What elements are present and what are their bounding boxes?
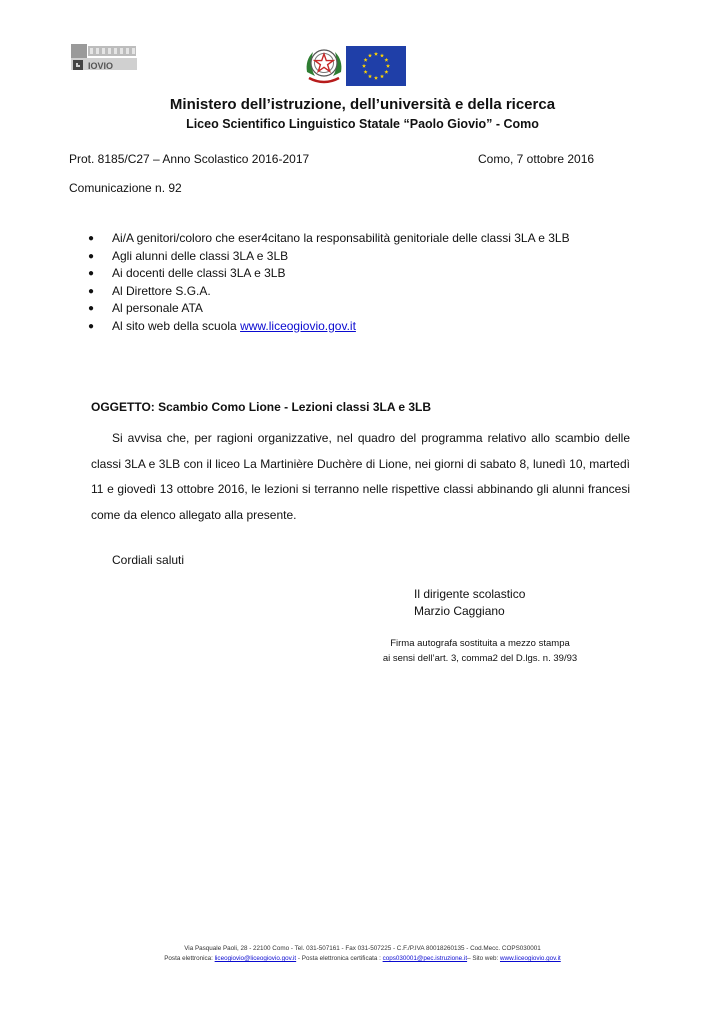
signer-name: Marzio Caggiano <box>414 604 505 618</box>
bullet-icon: ● <box>88 285 95 297</box>
footer-contacts: Posta elettronica: liceogiovio@liceogiovio.gov.it - Posta elettronica certificata : cops030001@pec.istruzione.it– Sito web: www.liceogiovio.gov.it <box>164 955 561 962</box>
page-footer <box>0 944 725 964</box>
signer-role: Il dirigente scolastico <box>414 587 526 601</box>
ministry-title: Ministero dell’istruzione, dell’università e della ricerca <box>169 96 556 113</box>
footer-website-link[interactable]: www.liceogiovio.gov.it <box>499 955 561 962</box>
italian-republic-emblem-icon <box>303 42 345 88</box>
list-item: ● Ai/A genitori/coloro che eser4citano la responsabilità genitoriale delle classi 3LA e 3LB <box>88 230 570 248</box>
signature-note-line: Firma autografa sostituita a mezzo stampa <box>390 638 570 649</box>
school-website-link[interactable]: www.liceogiovio.gov.it <box>240 318 356 333</box>
footer-email-link[interactable]: liceogiovio@liceogiovio.gov.it <box>214 955 297 962</box>
school-name: Liceo Scientifico Linguistico Statale “Paolo Giovio” - Como <box>186 117 539 131</box>
footer-address: Via Pasquale Paoli, 28 - 22100 Como - Tel. 031-507161 - Fax 031-507225 - C.F./P.IVA 80018260135 - Cod.Mecc. COPS030001 <box>184 945 541 952</box>
bullet-icon: ● <box>88 250 95 262</box>
list-item: ● Ai docenti delle classi 3LA e 3LB <box>88 265 570 283</box>
school-logo <box>70 42 140 72</box>
bullet-icon: ● <box>88 320 95 332</box>
signature-block <box>414 586 525 620</box>
list-item: ● Al Direttore S.G.A. <box>88 283 570 301</box>
svg-text:IOVIO: IOVIO <box>88 61 114 71</box>
bullet-icon: ● <box>88 268 95 279</box>
protocol-number: Prot. 8185/C27 – Anno Scolastico 2016-2017 <box>69 152 310 166</box>
recipients-list <box>88 230 570 335</box>
footer-pec-link[interactable]: cops030001@pec.istruzione.it <box>382 955 468 962</box>
subject-line: OGGETTO: Scambio Como Lione - Lezioni classi 3LA e 3LB <box>91 400 432 414</box>
list-item: ● Al sito web della scuola www.liceogiovio.gov.it <box>88 318 570 336</box>
bullet-icon: ● <box>88 303 95 314</box>
signature-note <box>0 636 725 666</box>
document-date: Como, 7 ottobre 2016 <box>478 152 595 166</box>
list-item: ● Al personale ATA <box>88 300 570 318</box>
closing-greeting: Cordiali saluti <box>112 553 185 567</box>
body-paragraph: Si avvisa che, per ragioni organizzative, nel quadro del programma relativo allo scambio delle classi 3LA e 3LB con il liceo La Martinière Duchère di Lione, nei giorni di sabato 8, lunedì 10, martedì 11 e giovedì 13 ottobre 2016, le lezioni si terranno nelle rispettive classi abbinando gli alunni francesi come da elenco allegato alla presente. <box>91 431 630 523</box>
communication-number: Comunicazione n. 92 <box>69 181 182 195</box>
eu-flag-icon <box>346 46 406 86</box>
signature-note-line: ai sensi dell’art. 3, comma2 del D.lgs. n. 39/93 <box>382 653 578 664</box>
list-item: ● Agli alunni delle classi 3LA e 3LB <box>88 248 570 266</box>
bullet-icon: ● <box>88 233 95 244</box>
